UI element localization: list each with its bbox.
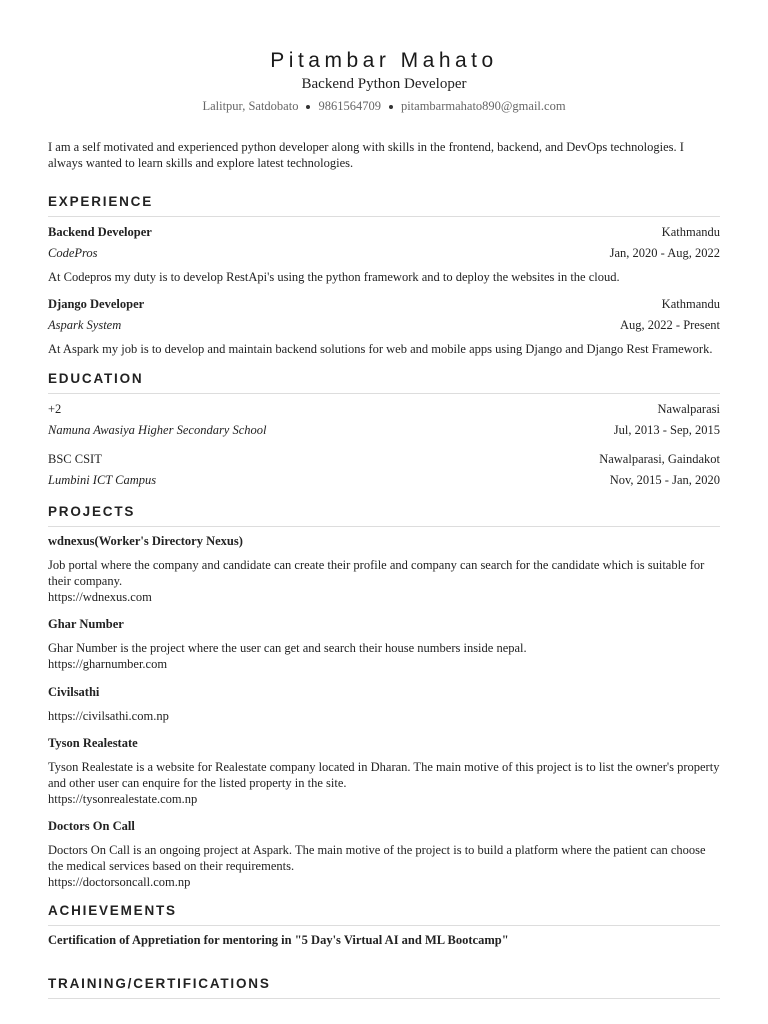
phone-text: 9861564709: [318, 99, 381, 113]
school-location: Nawalparasi, Gaindakot: [599, 452, 720, 466]
project-item: [48, 684, 720, 724]
project-item: [48, 735, 720, 807]
project-name: wdnexus(Worker's Directory Nexus): [48, 534, 243, 548]
job-title: Backend Python Developer: [301, 76, 467, 92]
project-name: Ghar Number: [48, 617, 124, 631]
job-dates: Jan, 2020 - Aug, 2022: [609, 246, 720, 260]
school-name: Namuna Awasiya Higher Secondary School: [48, 423, 267, 437]
project-description: Ghar Number is the project where the user can get and search their house numbers inside nepal.: [48, 641, 527, 655]
project-item: [48, 616, 720, 672]
job-location: Kathmandu: [661, 225, 720, 239]
achievements-section: [48, 903, 720, 926]
candidate-name: Pitambar Mahato: [270, 49, 498, 72]
contact-line: [48, 99, 720, 114]
job-title: Backend Developer: [48, 225, 152, 239]
education-item: [48, 452, 720, 494]
bullet-separator: [389, 105, 393, 109]
project-description: Job portal where the company and candidate can create their profile and company can search for the candidate which is suitable for their company.: [48, 558, 705, 588]
project-item: [48, 533, 720, 605]
section-heading: EXPERIENCE: [48, 194, 720, 217]
email-link[interactable]: pitambarmahato890@gmail.com: [400, 99, 566, 113]
job-dates: Aug, 2022 - Present: [620, 318, 720, 332]
training-section: [48, 976, 720, 999]
section-heading: ACHIEVEMENTS: [48, 903, 720, 926]
job-location: Kathmandu: [661, 297, 720, 311]
location-text: Lalitpur, Satdobato: [202, 99, 299, 113]
education-item: [48, 402, 720, 444]
degree: BSC CSIT: [48, 452, 102, 466]
project-name: Tyson Realestate: [48, 736, 138, 750]
section-heading: PROJECTS: [48, 504, 720, 527]
project-description: Doctors On Call is an ongoing project at Aspark. The main motive of the project is to build a platform where the patient can choose the medical services based on their requirements.: [48, 843, 706, 873]
company-name: Aspark System: [48, 318, 122, 332]
project-url[interactable]: https://tysonrealestate.com.np: [48, 792, 198, 806]
section-heading: EDUCATION: [48, 371, 720, 394]
degree: +2: [48, 402, 62, 416]
projects-section: [48, 504, 720, 527]
job-description: At Codepros my duty is to develop RestApi's using the python framework and to deploy the websites in the cloud.: [48, 270, 620, 284]
project-url[interactable]: https://gharnumber.com: [48, 657, 168, 671]
experience-section: [48, 194, 720, 217]
project-name: Civilsathi: [48, 685, 100, 699]
project-name: Doctors On Call: [48, 819, 135, 833]
project-url[interactable]: https://civilsathi.com.np: [48, 709, 169, 723]
summary-paragraph: I am a self motivated and experienced python developer along with skills in the frontend, backend, and DevOps technologies. I always wanted to learn skills and explore latest technologies.: [48, 140, 684, 170]
project-description: Tyson Realestate is a website for Realestate company located in Dharan. The main motive of this project is to list the owner's property and other user can enquire for the listed property in the site.: [48, 760, 720, 790]
education-section: [48, 371, 720, 394]
achievement-item: Certification of Appretiation for mentoring in "5 Day's Virtual AI and ML Bootcamp": [48, 933, 509, 947]
job-description: At Aspark my job is to develop and maintain backend solutions for web and mobile apps using Django and Django Rest Framework.: [48, 342, 713, 356]
education-dates: Nov, 2015 - Jan, 2020: [609, 473, 720, 487]
school-name: Lumbini ICT Campus: [48, 473, 157, 487]
bullet-separator: [306, 105, 310, 109]
project-item: [48, 818, 720, 890]
section-heading: TRAINING/CERTIFICATIONS: [48, 976, 720, 999]
school-location: Nawalparasi: [657, 402, 720, 416]
company-name: CodePros: [48, 246, 98, 260]
job-title: Django Developer: [48, 297, 145, 311]
project-url[interactable]: https://doctorsoncall.com.np: [48, 875, 191, 889]
experience-item: [48, 297, 720, 357]
experience-item: [48, 225, 720, 285]
project-url[interactable]: https://wdnexus.com: [48, 590, 152, 604]
education-dates: Jul, 2013 - Sep, 2015: [613, 423, 720, 437]
